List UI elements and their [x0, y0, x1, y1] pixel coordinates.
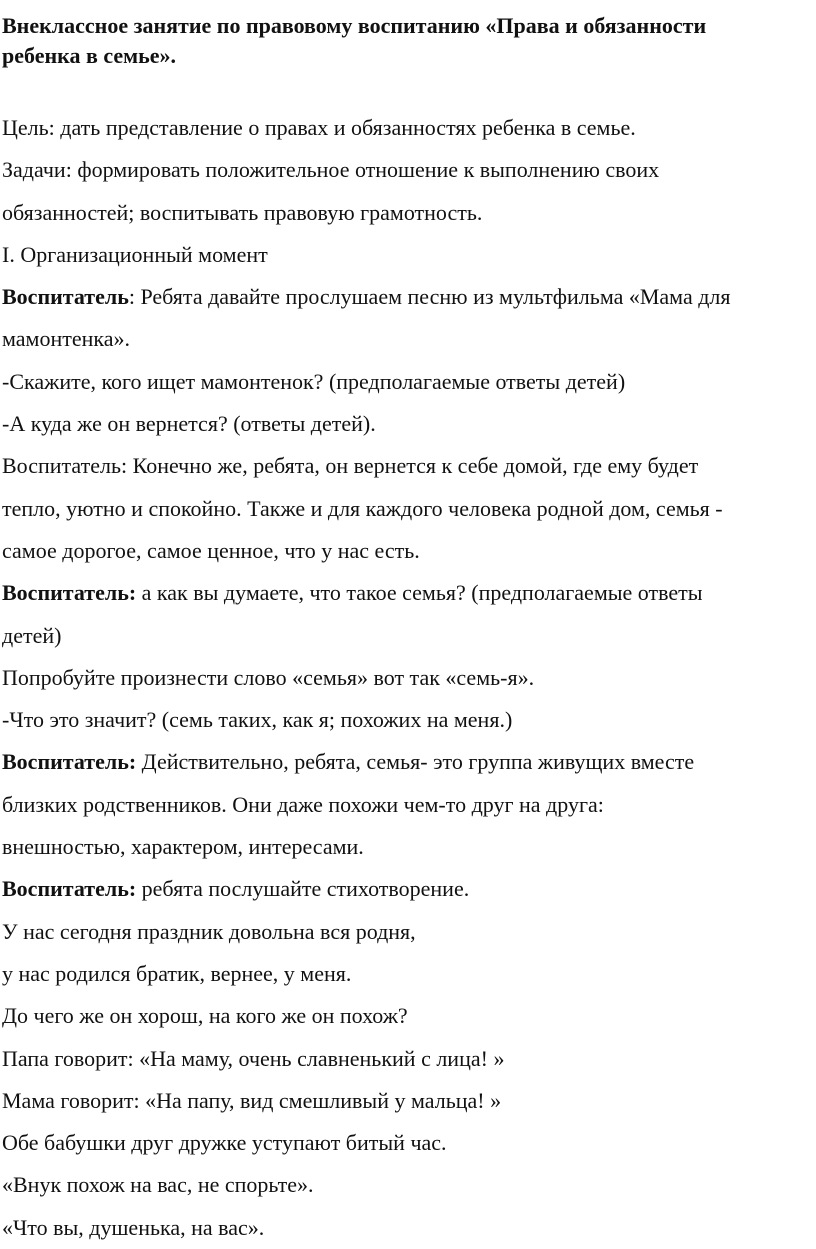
body-line [2, 445, 812, 487]
body-line [2, 784, 812, 826]
body-line [2, 1122, 812, 1164]
body-line [2, 953, 812, 995]
body-line [2, 192, 812, 234]
body-line [2, 699, 812, 741]
body-line [2, 868, 812, 910]
line-text: внешностью, характером, интересами. [2, 834, 364, 860]
line-text: обязанностей; воспитывать правовую грамотность. [2, 199, 483, 225]
line-text: Обе бабушки друг дружке уступают битый час. [2, 1130, 447, 1156]
line-text: близких родственников. Они даже похожи чем-то друг на друга: [2, 791, 604, 817]
line-text: «Внук похож на вас, не спорьте». [2, 1172, 314, 1198]
body-line [2, 107, 812, 149]
line-text: -А куда же он вернется? (ответы детей). [2, 411, 376, 437]
line-text: Мама говорит: «На папу, вид смешливый у мальца! » [2, 1087, 502, 1113]
line-text: У нас сегодня праздник довольна вся родня, [2, 918, 416, 944]
body-line [2, 1080, 812, 1122]
line-text: самое дорогое, самое ценное, что у нас есть. [2, 537, 420, 563]
line-text: Папа говорит: «На маму, очень славненький с лица! » [2, 1045, 505, 1071]
line-text: Цель: дать представление о правах и обязанностях ребенка в семье. [2, 115, 636, 140]
body-line [2, 615, 812, 657]
line-text: ребята послушайте стихотворение. [136, 876, 470, 902]
body-line [2, 361, 812, 403]
speaker-label: Воспитатель: [2, 580, 137, 606]
line-text: -Скажите, кого ищет мамонтенок? (предполагаемые ответы детей) [2, 368, 626, 394]
line-text: Воспитатель: Конечно же, ребята, он вернется к себе домой, где ему будет [2, 453, 699, 479]
body-line [2, 826, 812, 868]
line-text: а как вы думаете, что такое семья? (предполагаемые ответы [136, 580, 703, 606]
title-line: Внеклассное занятие по правовому воспитанию «Права и обязанности [2, 13, 707, 38]
line-text: Задачи: формировать положительное отношение к выполнению своих [2, 157, 660, 183]
line-text: -Что это значит? (семь таких, как я; похожих на меня.) [2, 707, 513, 733]
body-line [2, 572, 812, 614]
body-line [2, 1038, 812, 1080]
body-line [2, 318, 812, 360]
body-line [2, 149, 812, 191]
body-line [2, 234, 812, 276]
line-text: тепло, уютно и спокойно. Также и для каждого человека родной дом, семья - [2, 495, 723, 521]
speaker-label: Воспитатель: [2, 876, 137, 902]
line-text: До чего же он хорош, на кого же он похож? [2, 1003, 408, 1029]
line-text: детей) [2, 622, 62, 648]
body-line [2, 911, 812, 953]
body-line [2, 488, 812, 530]
body-line [2, 530, 812, 572]
speaker-label: Воспитатель: [2, 749, 137, 775]
title-line: ребенка в семье». [2, 43, 177, 68]
line-text: Действительно, ребята, семья- это группа живущих вместе [136, 749, 695, 775]
document-body [2, 107, 812, 1249]
body-line [2, 276, 812, 318]
body-line [2, 995, 812, 1037]
line-text: Попробуйте произнести слово «семья» вот так «семь-я». [2, 664, 535, 690]
body-line [2, 741, 812, 783]
body-line [2, 1164, 812, 1206]
line-text: у нас родился братик, вернее, у меня. [2, 960, 352, 986]
line-text: : Ребята давайте прослушаем песню из мультфильма «Мама для [128, 284, 731, 310]
document-title [2, 11, 812, 71]
line-text: «Что вы, душенька, на вас». [2, 1214, 265, 1240]
body-line [2, 403, 812, 445]
line-text: I. Организационный момент [2, 241, 268, 267]
speaker-label: Воспитатель [2, 284, 129, 310]
body-line [2, 1207, 812, 1249]
line-text: мамонтенка». [2, 326, 131, 352]
body-line [2, 657, 812, 699]
